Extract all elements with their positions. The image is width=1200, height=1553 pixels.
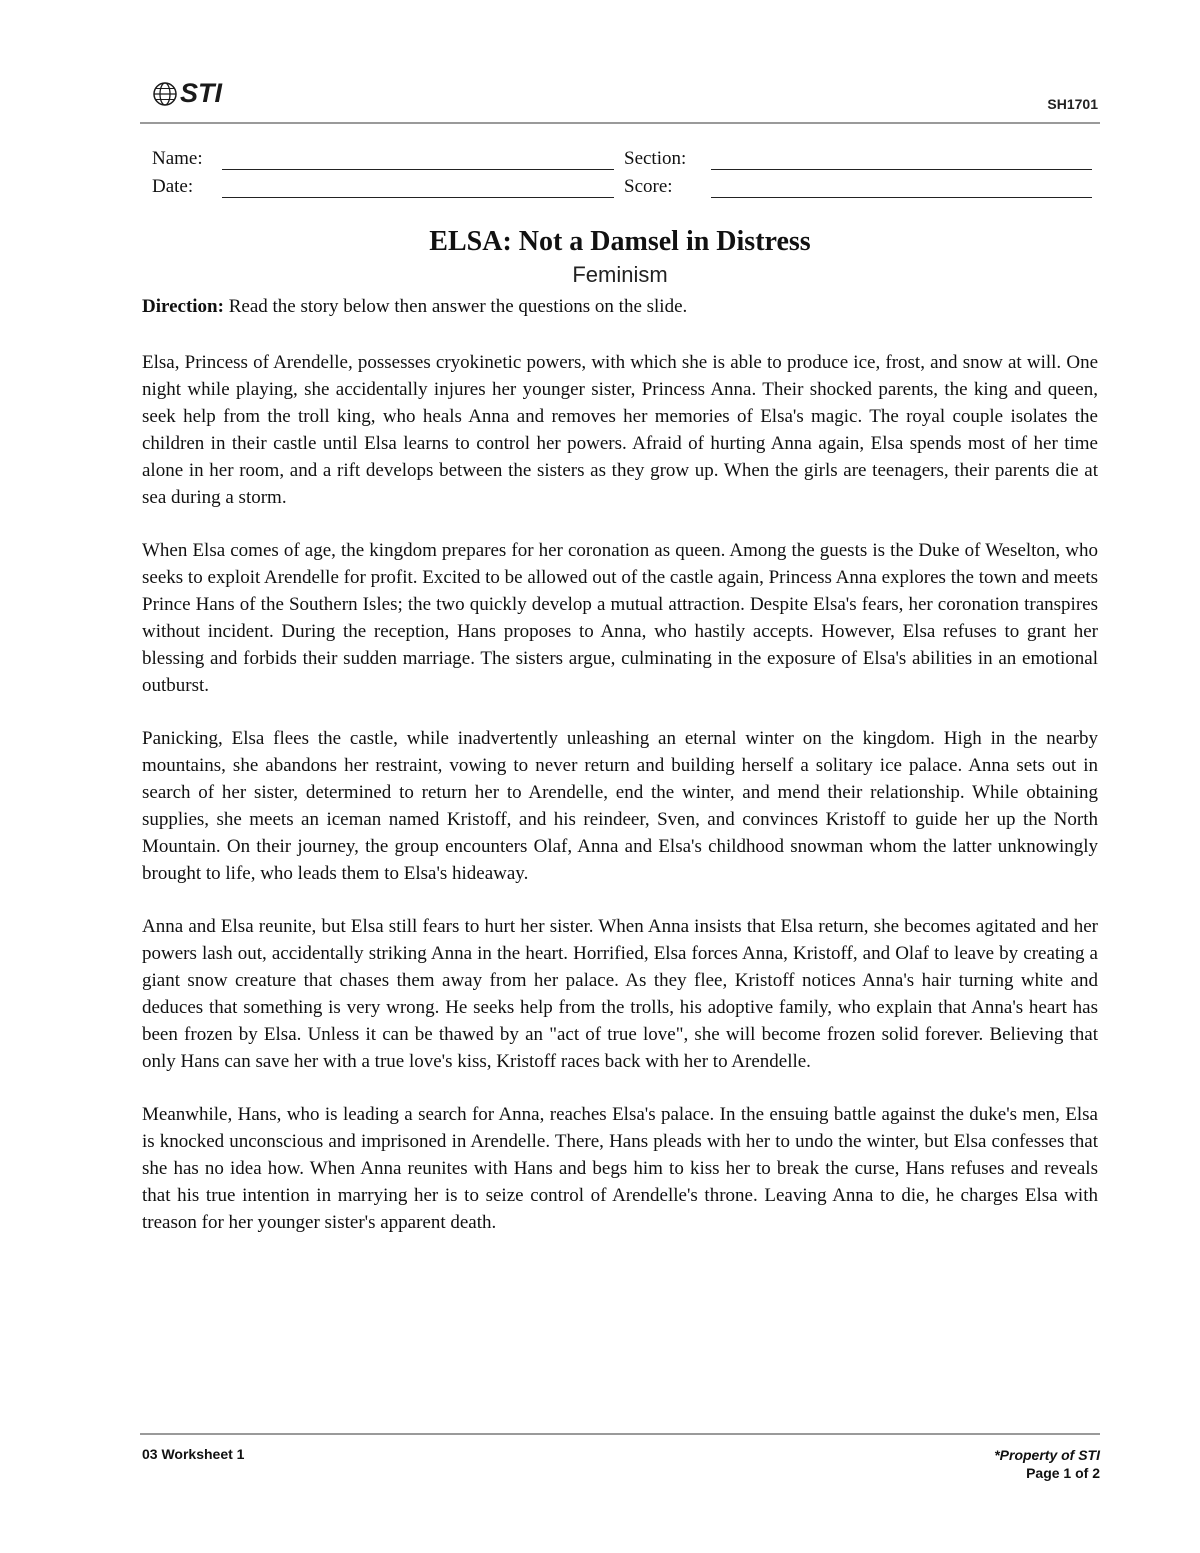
date-field[interactable] (222, 177, 614, 198)
score-field[interactable] (711, 177, 1092, 198)
story-paragraph: Meanwhile, Hans, who is leading a search for Anna, reaches Elsa's palace. In the ensuing battle against the duke's men, Elsa is knocked unconscious and imprisoned in Arendelle. There, Hans pleads with her to undo the winter, but Elsa confesses that she has no idea how. When Anna reunites with Hans and begs him to kiss her to break the curse, Hans refuses and reveals that his true intention in marrying her is to seize control of Arendelle's throne. Leaving Anna to die, he charges Elsa with treason for her younger sister's apparent death. (142, 1104, 1098, 1233)
page-header (140, 78, 1100, 124)
field-row-date (152, 170, 1092, 198)
footer-property: *Property of STI (994, 1447, 1100, 1463)
story-body (142, 349, 1098, 1262)
header-divider (140, 122, 1100, 124)
section-label: Section: (624, 148, 687, 169)
page-subtitle: Feminism (572, 262, 668, 287)
story-paragraph: Elsa, Princess of Arendelle, possesses cryokinetic powers, with which she is able to produce ice, frost, and snow at will. One night while playing, she accidentally injures her younger sister, Princess Anna. Their shocked parents, the king and queen, seek help from the troll king, who heals Anna and removes her memories of Elsa's magic. The royal couple isolates the children in their castle until Elsa learns to control her powers. Afraid of hurting Anna again, Elsa spends most of her time alone in her room, and a rift develops between the sisters as they grow up. When the girls are teenagers, their parents die at sea during a storm. (142, 352, 1098, 508)
story-paragraph: When Elsa comes of age, the kingdom prepares for her coronation as queen. Among the guests is the Duke of Weselton, who seeks to exploit Arendelle for profit. Excited to be allowed out of the castle again, Princess Anna explores the town and meets Prince Hans of the Southern Isles; the two quickly develop a mutual attraction. Despite Elsa's fears, her coronation transpires without incident. During the reception, Hans proposes to Anna, who hastily accepts. However, Elsa refuses to grant her blessing and forbids their sudden marriage. The sisters argue, culminating in the exposure of Elsa's abilities in an emotional outburst. (142, 540, 1098, 696)
page-title: ELSA: Not a Damsel in Distress (429, 226, 811, 257)
name-field[interactable] (222, 149, 614, 170)
story-paragraph: Anna and Elsa reunite, but Elsa still fears to hurt her sister. When Anna insists that Elsa return, she becomes agitated and her powers lash out, accidentally striking Anna in the heart. Horrified, Elsa forces Anna, Kristoff, and Olaf to leave by creating a giant snow creature that chases them away from her palace. As they flee, Kristoff notices Anna's hair turning white and deduces that something is very wrong. He seeks help from the trolls, his adoptive family, who explain that Anna's heart has been frozen by Elsa. Unless it can be thawed by an "act of true love", she will become frozen solid forever. Believing that only Hans can save her with a true love's kiss, Kristoff races back with her to Arendelle. (142, 916, 1098, 1072)
direction-line (142, 296, 1098, 318)
score-label: Score: (624, 176, 673, 197)
footer-right (994, 1446, 1100, 1482)
story-paragraph: Panicking, Elsa flees the castle, while inadvertently unleashing an eternal winter on the kingdom. High in the nearby mountains, she abandons her restraint, vowing to never return and building herself a solitary ice palace. Anna sets out in search of her sister, determined to return her to Arendelle, end the winter, and mend their relationship. While obtaining supplies, she meets an iceman named Kristoff, and his reindeer, Sven, and convinces Kristoff to guide her up the North Mountain. On their journey, the group encounters Olaf, Anna and Elsa's childhood snowman whom the latter unknowingly brought to life, who leads them to Elsa's hideaway. (142, 728, 1098, 884)
footer-page-number: Page 1 of 2 (1026, 1465, 1100, 1481)
student-info-fields (152, 142, 1092, 198)
direction-label: Direction: (142, 296, 224, 317)
direction-text: Read the story below then answer the questions on the slide. (223, 296, 688, 317)
footer-divider (140, 1433, 1100, 1435)
name-label: Name: (152, 148, 203, 169)
footer-worksheet-label: 03 Worksheet 1 (142, 1446, 245, 1462)
globe-icon (152, 81, 178, 107)
logo-text: STI (180, 78, 223, 108)
date-label: Date: (152, 176, 194, 197)
field-row-name (152, 142, 1092, 170)
sti-logo (152, 78, 222, 109)
section-field[interactable] (711, 149, 1092, 170)
document-code: SH1701 (1047, 96, 1098, 112)
